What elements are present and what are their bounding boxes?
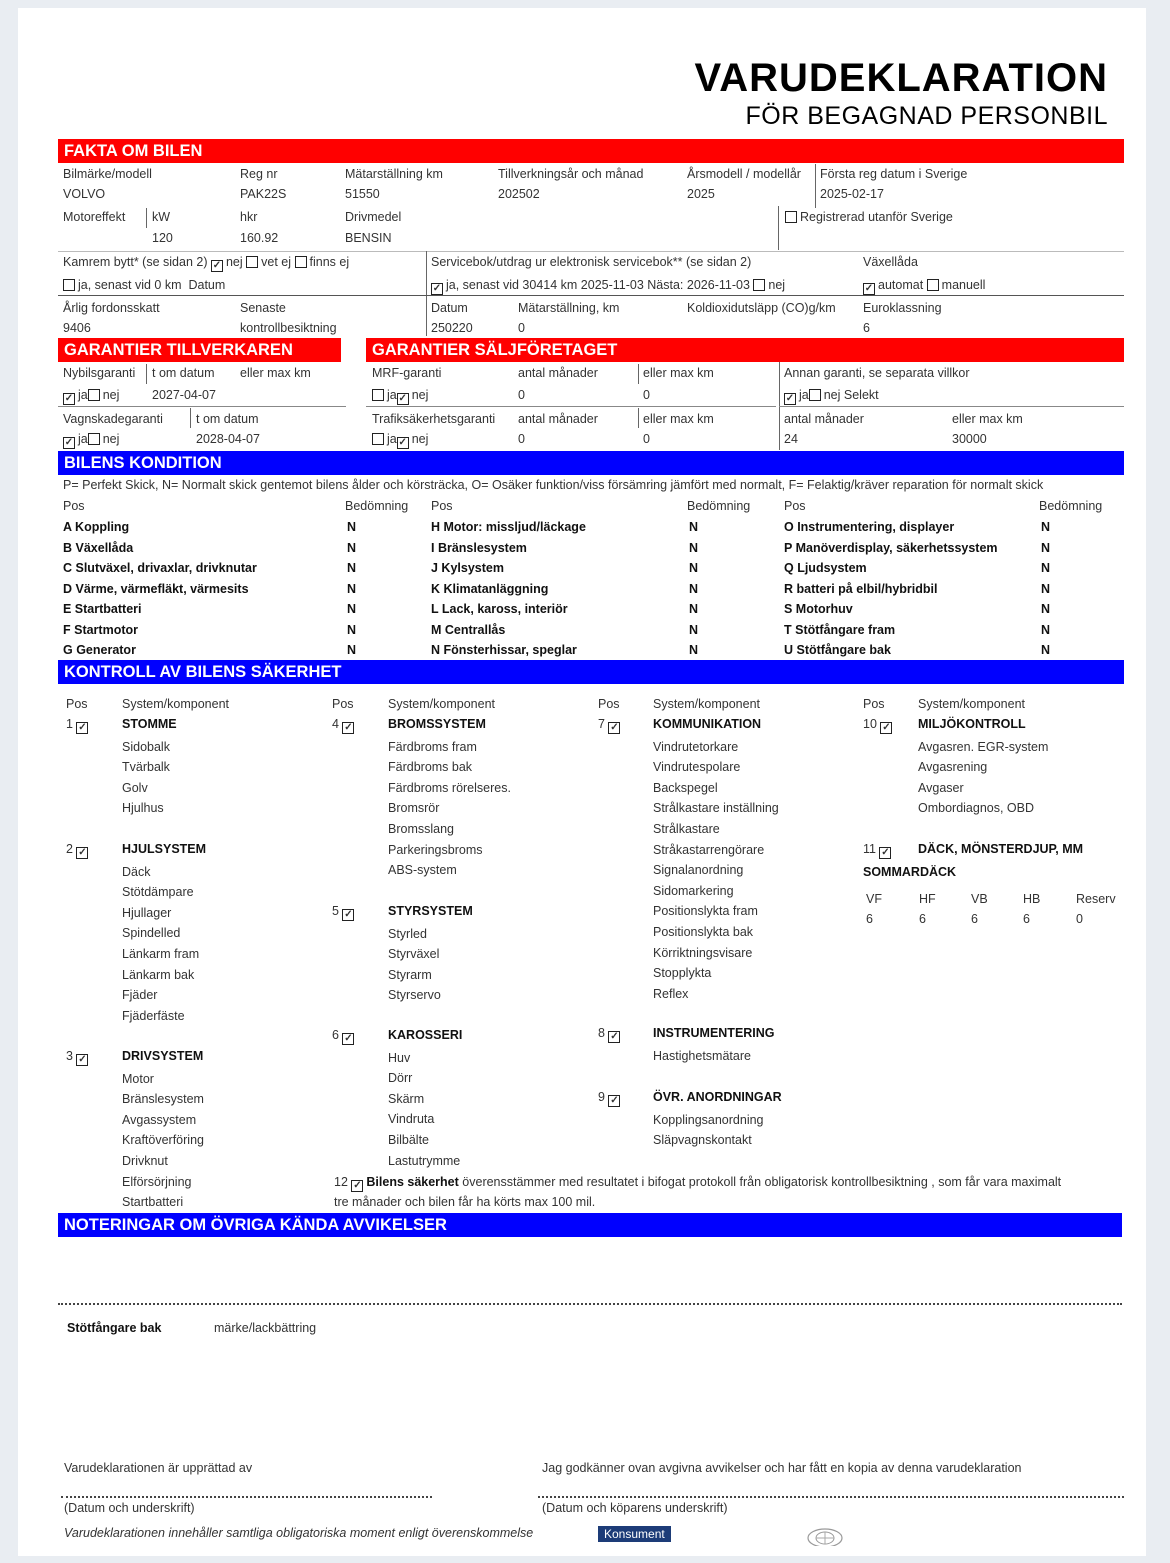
sak-group-item: Huv	[388, 1050, 411, 1065]
trafik-max-value: 0	[643, 432, 650, 446]
kw-label: kW	[152, 210, 171, 224]
sak-group-item: Stopplykta	[653, 966, 712, 981]
kondition-item: U Stötfångare bak	[784, 643, 891, 657]
sak-group-item: Spindelled	[122, 926, 181, 941]
tyre-value: 6	[919, 912, 926, 926]
annan-label: Annan garanti, se separata villkor	[784, 366, 970, 380]
sak-group-name: BROMSSYSTEM	[388, 717, 486, 731]
sak-group-number	[66, 717, 91, 734]
sak-group-item: Stråkastarrengörare	[653, 842, 765, 857]
mrf-max-value: 0	[643, 388, 650, 402]
kondition-item: E Startbatteri	[63, 602, 142, 616]
datum-sign-label: (Datum och underskrift)	[64, 1501, 195, 1515]
sak-group-item: Drivknut	[122, 1154, 168, 1168]
sak-group-checkbox[interactable]: ✓	[78, 1054, 87, 1065]
trafik-nej-checkbox[interactable]: ✓	[398, 437, 407, 448]
sak-group-item: Styrservo	[388, 988, 441, 1003]
sak-group-item: Däck	[122, 864, 151, 879]
signature-line-buyer[interactable]	[538, 1496, 1124, 1498]
section-garanti-salj-header: GARANTIER SÄLJFÖRETAGET	[366, 338, 1124, 362]
sak-group-item: Lastutrymme	[388, 1153, 461, 1168]
sak-group-item: Positionslykta bak	[653, 925, 754, 939]
kondition-rating: N	[689, 602, 699, 616]
kondition-rating: N	[689, 520, 699, 534]
sak-group-number	[66, 842, 91, 859]
skatt-value: 9406	[63, 321, 91, 335]
manuell-checkbox[interactable]	[927, 279, 939, 291]
tyre-value: 6	[866, 912, 873, 926]
kondition-item: R batteri på elbil/hybridbil	[784, 581, 938, 596]
sak-group-item: Färdbroms fram	[388, 739, 477, 754]
sak-group-item: Bromsslang	[388, 822, 454, 836]
sak-group-item: Reflex	[653, 986, 689, 1001]
sak-sys-label: System/komponent	[653, 697, 760, 711]
kamrem-ja-row: ja, senast vid 0 km Datum	[63, 278, 225, 292]
kondition-rating: N	[1041, 581, 1051, 596]
sak-group-name: STYRSYSTEM	[388, 904, 473, 918]
document-page	[18, 8, 1146, 1556]
annan-nej-checkbox[interactable]	[809, 389, 821, 401]
forsta-label: Första reg datum i Sverige	[820, 167, 968, 181]
tyre-value: 0	[1076, 912, 1083, 926]
sak-group-checkbox[interactable]: ✓	[610, 722, 619, 733]
tyre-label: VB	[971, 892, 988, 906]
mrf-label: MRF-garanti	[372, 366, 442, 380]
sak-group-name: STOMME	[122, 717, 177, 731]
sak-group-item: Fjäder	[122, 988, 158, 1003]
nybil-row: ✓ ja nej	[64, 388, 120, 404]
sak-group-item: Startbatteri	[122, 1195, 184, 1210]
sak-sys-label: System/komponent	[918, 697, 1025, 711]
kondition-rating: N	[347, 540, 357, 555]
sak-group-no: 1	[66, 717, 73, 731]
servicebok-nej-checkbox[interactable]	[753, 279, 765, 291]
sak-group-checkbox[interactable]: ✓	[344, 1033, 353, 1044]
drivmedel-value: BENSIN	[345, 231, 392, 245]
kond-bed-label-2: Bedömning	[687, 499, 751, 513]
sak-group-item: Kopplingsanordning	[653, 1112, 764, 1127]
sak-group-no: 8	[598, 1026, 605, 1040]
kond-pos-label-3: Pos	[784, 499, 806, 513]
kondition-item: Q Ljudsystem	[784, 561, 867, 575]
forsta-value: 2025-02-17	[820, 187, 884, 201]
datum-kopare-label: (Datum och köparens underskrift)	[542, 1501, 728, 1515]
servicebok-row: ✓ ja, senast vid 30414 km 2025-11-03 Nästa: 2026-11-03 nej	[432, 278, 786, 294]
annan-antal-value: 24	[784, 432, 798, 446]
kondition-item: N Fönsterhissar, speglar	[431, 643, 577, 657]
nybil-nej-checkbox[interactable]	[88, 389, 100, 401]
sak-group-item: Länkarm fram	[122, 947, 200, 961]
tyre-label: VF	[866, 892, 882, 906]
sak-group-number	[863, 717, 895, 734]
sak-group-name: ÖVR. ANORDNINGAR	[653, 1090, 782, 1104]
annan-antal-label: antal månader	[784, 412, 864, 426]
kond-bed-label-1: Bedömning	[345, 499, 409, 513]
kondition-rating: N	[1041, 622, 1051, 637]
vaxellada-label: Växellåda	[863, 255, 918, 269]
sak-group-item: Skärm	[388, 1091, 425, 1106]
kondition-rating: N	[347, 581, 357, 596]
vaxellada-row: ✓ automat manuell	[864, 278, 986, 294]
sak-group-number	[332, 717, 357, 734]
godkanner-label: Jag godkänner ovan avgivna avvikelser och har fått en kopia av denna varudeklaration	[542, 1461, 1022, 1475]
kondition-rating: N	[689, 643, 699, 657]
sak-group-checkbox[interactable]: ✓	[78, 847, 87, 858]
vagn-nej-checkbox[interactable]	[88, 433, 100, 445]
sak-group-item: Styrväxel	[388, 947, 440, 962]
bilmarke-value: VOLVO	[63, 187, 106, 201]
sak-group-item: Elförsörjning	[122, 1174, 192, 1189]
sak-pos-label: Pos	[66, 697, 88, 711]
sak-group-number	[66, 1049, 91, 1066]
utanfor-checkbox[interactable]	[785, 211, 797, 223]
kondition-rating: N	[1041, 540, 1051, 555]
matar-value: 51550	[345, 187, 380, 201]
sak-group-item: Sidomarkering	[653, 883, 734, 898]
sak-group-name: HJULSYSTEM	[122, 842, 207, 856]
section-noteringar-header: NOTERINGAR OM ÖVRIGA KÄNDA AVVIKELSER	[58, 1213, 1122, 1237]
sak-group-item: Sidobalk	[122, 739, 170, 754]
drivmedel-label: Drivmedel	[345, 210, 402, 224]
nybil-tom-label: t om datum	[152, 366, 215, 380]
sommardack-label: SOMMARDÄCK	[863, 865, 957, 879]
sak-group-item: Backspegel	[653, 780, 718, 795]
notering-item-value: märke/lackbättring	[214, 1321, 317, 1335]
kondition-legend: P= Perfekt Skick, N= Normalt skick gentemot bilens ålder och körsträcka, O= Osäker funktion/viss försämring jämfört med normalt, F= Felaktig/kräver reparation för normalt skick	[63, 478, 1044, 492]
tyre-label: HF	[919, 892, 936, 906]
item12-checkbox[interactable]: ✓	[353, 1180, 362, 1191]
vagn-label: Vagnskadegaranti	[63, 412, 163, 426]
sak-group-item: Släpvagnskontakt	[653, 1133, 752, 1148]
kondition-rating: N	[1041, 602, 1051, 616]
sak-group-name: INSTRUMENTERING	[653, 1026, 775, 1040]
sak-group-item: Bilbälte	[388, 1133, 429, 1147]
hkr-label: hkr	[240, 210, 258, 224]
mrf-row: ja ✓ nej	[372, 388, 428, 405]
tyre-value: 6	[1023, 912, 1030, 926]
sak-group-no: 11	[863, 842, 876, 856]
kondition-item: S Motorhuv	[784, 602, 853, 616]
hkr-value: 160.92	[240, 231, 279, 245]
sak-group-checkbox[interactable]: ✓	[344, 722, 353, 733]
kondition-rating: N	[347, 622, 357, 637]
bilmarke-label: Bilmärke/modell	[63, 167, 152, 181]
kondition-item: P Manöverdisplay, säkerhetssystem	[784, 540, 998, 555]
sak-group-no: 5	[332, 904, 339, 918]
sak-group-item: Vindruta	[388, 1112, 435, 1127]
utanfor-checkbox-row: Registrerad utanför Sverige	[785, 210, 953, 224]
sak-group-name: MILJÖKONTROLL	[918, 717, 1026, 731]
nybil-label: Nybilsgaranti	[63, 366, 136, 380]
sak-group-item: Hjullager	[122, 905, 172, 920]
trafik-row: ja ✓ nej	[372, 432, 428, 449]
sak-group-no: 6	[332, 1028, 339, 1042]
tillv-value: 202502	[498, 187, 540, 201]
trafik-max-label: eller max km	[643, 412, 714, 426]
kondition-item: T Stötfångare fram	[784, 622, 896, 637]
sak-group-item: Styrarm	[388, 967, 432, 982]
kondition-item: H Motor: missljud/läckage	[431, 520, 586, 534]
kamrem-row: Kamrem bytt* (se sidan 2) ✓ nej vet ej finns ej	[63, 255, 350, 271]
kamrem-finnsej-checkbox[interactable]	[295, 256, 307, 268]
datum-label: Datum	[431, 301, 468, 315]
euro-value: 6	[863, 321, 870, 335]
servicebok-ja-checkbox[interactable]: ✓	[432, 283, 442, 294]
co-label: Koldioxidutsläpp (CO)g/km	[687, 301, 836, 315]
sak-group-item: Positionslykta fram	[653, 904, 758, 919]
kondition-item: D Värme, värmefläkt, värmesits	[63, 581, 249, 596]
sak-group-checkbox[interactable]: ✓	[344, 909, 353, 920]
kondition-item: K Klimatanläggning	[431, 581, 549, 596]
sak-group-item: Stötdämpare	[122, 885, 194, 900]
sak-group-no: 9	[598, 1090, 605, 1104]
mrf-max-label: eller max km	[643, 366, 714, 380]
mrf-nej-checkbox[interactable]: ✓	[398, 393, 407, 404]
kontroll-label: kontrollbesiktning	[240, 321, 337, 335]
sak-group-name: KOMMUNIKATION	[653, 717, 762, 731]
kondition-item: F Startmotor	[63, 622, 138, 637]
sak-group-name: DRIVSYSTEM	[122, 1049, 204, 1063]
sak-group-item: Motor	[122, 1071, 154, 1086]
sak-group-name: DÄCK, MÖNSTERDJUP, MM	[918, 842, 1084, 856]
kw-value: 120	[152, 231, 173, 245]
annan-max-value: 30000	[952, 432, 987, 446]
sak-group-item: Hjulhus	[122, 801, 164, 816]
sak-group-checkbox[interactable]: ✓	[610, 1031, 619, 1042]
sak-group-item: Bromsrör	[388, 801, 440, 816]
nybil-tom-value: 2027-04-07	[152, 388, 216, 402]
kondition-item: I Bränslesystem	[431, 540, 527, 555]
sak-pos-label: Pos	[332, 697, 354, 711]
annan-max-label: eller max km	[952, 412, 1023, 426]
sak-group-item: Vindrutespolare	[653, 760, 741, 775]
kondition-rating: N	[347, 602, 357, 616]
sak-group-item: Styrled	[388, 926, 427, 941]
document-title: VARUDEKLARATION	[694, 56, 1108, 100]
sak-group-item: Färdbroms rörelseres.	[388, 780, 511, 795]
kondition-rating: N	[1041, 561, 1051, 575]
sak-group-item: ABS-system	[388, 863, 457, 878]
sak-group-checkbox[interactable]: ✓	[610, 1095, 619, 1106]
sak-sys-label: System/komponent	[388, 697, 495, 711]
emblem-icon	[806, 1526, 844, 1546]
trafik-label: Trafiksäkerhetsgaranti	[372, 412, 496, 426]
sak-group-no: 2	[66, 842, 73, 856]
sak-group-no: 3	[66, 1049, 73, 1063]
arsmodell-value: 2025	[687, 187, 715, 201]
sak-group-item: Golv	[122, 780, 148, 795]
kondition-item: C Slutväxel, drivaxlar, drivknutar	[63, 561, 257, 575]
mrf-ja-checkbox[interactable]	[372, 389, 384, 401]
section-sakerhet-header: KONTROLL AV BILENS SÄKERHET	[58, 660, 1124, 684]
sak-group-item: Färdbroms bak	[388, 760, 473, 775]
upprattad-label: Varudeklarationen är upprättad av	[64, 1461, 253, 1475]
regnr-value: PAK22S	[240, 187, 287, 201]
kondition-rating: N	[689, 540, 699, 555]
kondition-item: B Växellåda	[63, 540, 134, 555]
document-subtitle: FÖR BEGAGNAD PERSONBIL	[745, 102, 1108, 130]
annan-row: ✓ ja nej Selekt	[785, 388, 879, 404]
sak-group-checkbox[interactable]: ✓	[78, 722, 87, 733]
matar-label: Mätarställning km	[345, 167, 443, 181]
signature-line-seller[interactable]	[61, 1496, 432, 1498]
vagn-row: ✓ ja nej	[64, 432, 120, 448]
servicebok-label: Servicebok/utdrag ur elektronisk servicebok** (se sidan 2)	[431, 255, 752, 269]
sak-pos-label: Pos	[598, 697, 620, 711]
vagn-ja-checkbox[interactable]: ✓	[64, 437, 74, 448]
sak-group-item: Avgasren. EGR-system	[918, 739, 1049, 754]
item12-text2: tre månader och bilen får ha körts max 100 mil.	[334, 1195, 596, 1209]
trafik-antal-label: antal månader	[518, 412, 598, 426]
senaste-label: Senaste	[240, 301, 286, 315]
tyre-label: Reserv	[1076, 892, 1116, 906]
sak-group-item: Vindrutetorkare	[653, 739, 739, 754]
kondition-rating: N	[347, 561, 357, 575]
kondition-rating: N	[689, 622, 699, 637]
sak-group-item: Bränslesystem	[122, 1092, 204, 1107]
kondition-rating: N	[1041, 643, 1051, 657]
sak-group-item: Strålkastare inställning	[653, 801, 779, 816]
sak-group-item: Avgasrening	[918, 760, 988, 775]
sak-group-checkbox[interactable]: ✓	[882, 722, 891, 733]
sak-group-item: Avgassystem	[122, 1112, 197, 1127]
sak-sys-label: System/komponent	[122, 697, 229, 711]
sak-group-number	[332, 1028, 357, 1045]
kond-pos-label-1: Pos	[63, 499, 85, 513]
sak-group-no: 10	[863, 717, 877, 731]
skatt-label: Årlig fordonsskatt	[63, 301, 160, 315]
sak-group-number	[332, 904, 357, 921]
sak-group-checkbox[interactable]: ✓	[881, 847, 890, 858]
trafik-antal-value: 0	[518, 432, 525, 446]
vagn-tom-label: t om datum	[196, 412, 259, 426]
item12-row: 12 ✓ Bilens säkerhet överensstämmer med resultatet i bifogat protokoll från obligatorisk kontrollbesiktning , som får vara maximalt	[334, 1175, 1062, 1191]
kamrem-ja-checkbox[interactable]	[63, 279, 75, 291]
sak-group-item: Fjäderfäste	[122, 1008, 185, 1023]
mrf-antal-label: antal månader	[518, 366, 598, 380]
kondition-item: G Generator	[63, 643, 136, 657]
nybil-max-label: eller max km	[240, 366, 311, 380]
arsmodell-label: Årsmodell / modellår	[687, 167, 801, 181]
vagn-tom-value: 2028-04-07	[196, 432, 260, 446]
section-kondition-header: BILENS KONDITION	[58, 451, 1124, 475]
tyre-label: HB	[1023, 892, 1041, 906]
kondition-item: A Koppling	[63, 520, 130, 534]
kamrem-vetej-checkbox[interactable]	[246, 256, 258, 268]
footer-note: Varudeklarationen innehåller samtliga obligatoriska moment enligt överenskommelse	[64, 1526, 534, 1540]
kondition-item: J Kylsystem	[431, 561, 504, 575]
sak-group-number	[598, 717, 623, 734]
annan-ja-checkbox[interactable]: ✓	[785, 393, 795, 404]
sak-group-item: Hastighetsmätare	[653, 1048, 751, 1063]
sak-group-item: Länkarm bak	[122, 967, 195, 982]
sak-group-item: Avgaser	[918, 780, 964, 795]
kamrem-nej-checkbox[interactable]: ✓	[212, 260, 222, 271]
nybil-ja-checkbox[interactable]: ✓	[64, 393, 74, 404]
kondition-item: M Centrallås	[431, 622, 506, 637]
konsument-logo: Konsument	[598, 1526, 671, 1542]
kondition-item: L Lack, kaross, interiör	[431, 602, 568, 616]
sak-group-item: Tvärbalk	[122, 760, 170, 775]
euro-label: Euroklassning	[863, 301, 942, 315]
kondition-rating: N	[1041, 520, 1051, 534]
section-garanti-tillv-header: GARANTIER TILLVERKAREN	[58, 338, 341, 362]
sak-group-number	[598, 1090, 623, 1107]
kondition-rating: N	[347, 520, 357, 534]
sak-group-item: Kraftöverföring	[122, 1133, 204, 1148]
regnr-label: Reg nr	[240, 167, 278, 181]
sak-group-item: Parkeringsbroms	[388, 842, 483, 857]
sak-group-item: Ombordiagnos, OBD	[918, 801, 1035, 816]
sak-group-no: 4	[332, 717, 339, 731]
tillv-label: Tillverkningsår och månad	[498, 167, 644, 181]
sak-pos-label: Pos	[863, 697, 885, 711]
section-fakta-header: FAKTA OM BILEN	[58, 139, 1124, 163]
sak-group-item: Strålkastare	[653, 822, 720, 836]
matar2-label: Mätarställning, km	[518, 301, 620, 315]
kondition-rating: N	[347, 643, 357, 657]
sak-group-item: Körriktningsvisare	[653, 945, 753, 960]
sak-group-name: KAROSSERI	[388, 1028, 463, 1042]
sak-group-no: 7	[598, 717, 605, 731]
tyre-value: 6	[971, 912, 978, 926]
kond-bed-label-3: Bedömning	[1039, 499, 1103, 513]
kondition-item: O Instrumentering, displayer	[784, 520, 955, 534]
motoreffekt-label: Motoreffekt	[63, 210, 126, 224]
mrf-antal-value: 0	[518, 388, 525, 402]
sak-group-number	[863, 842, 894, 859]
sak-group-item: Signalanordning	[653, 863, 744, 878]
kondition-rating: N	[689, 561, 699, 575]
sak-group-item: Dörr	[388, 1071, 413, 1086]
matar2-value: 0	[518, 321, 525, 335]
datum-value: 250220	[431, 321, 473, 335]
sak-group-number	[598, 1026, 623, 1043]
notering-item-label: Stötfångare bak	[67, 1321, 162, 1335]
kondition-rating: N	[689, 581, 699, 596]
automat-checkbox[interactable]: ✓	[864, 283, 874, 294]
trafik-ja-checkbox[interactable]	[372, 433, 384, 445]
kond-pos-label-2: Pos	[431, 499, 453, 513]
